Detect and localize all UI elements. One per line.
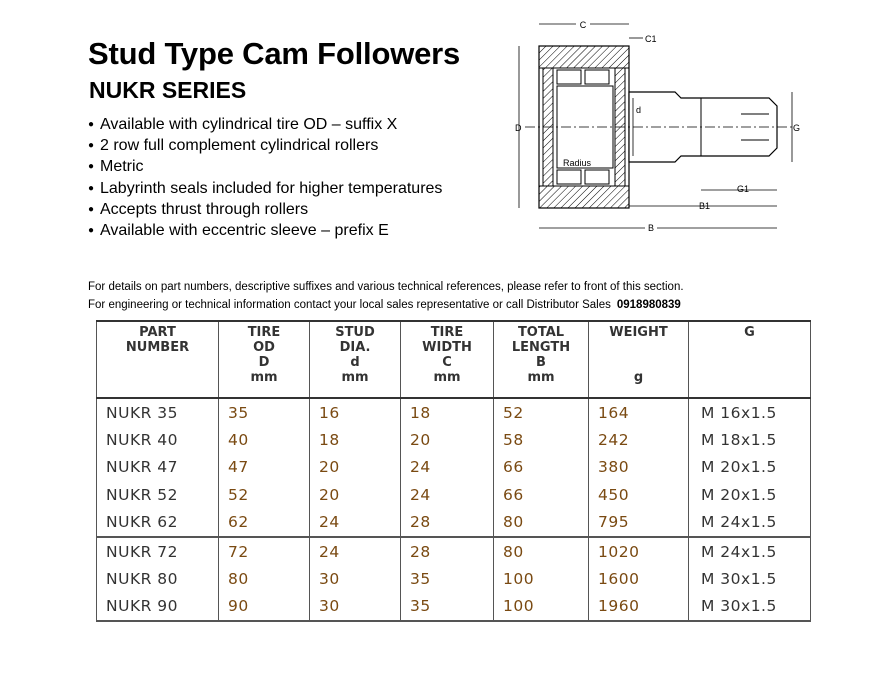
cell-g: M 24x1.5: [689, 509, 811, 537]
cell-stud-dia: 30: [310, 565, 401, 592]
table-row: [97, 426, 811, 453]
cell-tire-width: 24: [401, 481, 494, 508]
col-header-stud-dia: STUD DIA. d mm: [310, 321, 401, 398]
dim-b-label: B: [647, 223, 655, 233]
contact-note: [88, 299, 681, 311]
cell-tire-od: 52: [219, 481, 310, 508]
roller-shape: [585, 170, 609, 184]
cell-g: M 20x1.5: [689, 481, 811, 508]
radius-label: Radius: [563, 158, 592, 168]
cell-total-length: 66: [494, 454, 589, 481]
cell-weight: 1960: [589, 593, 689, 621]
feature-item: ● Available with eccentric sleeve – prefix E: [88, 220, 442, 241]
cell-g: M 30x1.5: [689, 565, 811, 592]
cam-follower-diagram: [505, 16, 805, 236]
col-header-tire-od: TIRE OD D mm: [219, 321, 310, 398]
cell-stud-dia: 20: [310, 481, 401, 508]
feature-item: ● Labyrinth seals included for higher temperatures: [88, 178, 442, 199]
outer-ring-top-hatch: [539, 46, 629, 68]
cell-tire-width: 28: [401, 537, 494, 565]
cell-total-length: 52: [494, 398, 589, 426]
cell-total-length: 80: [494, 537, 589, 565]
cell-weight: 242: [589, 426, 689, 453]
table-row: [97, 481, 811, 508]
cell-tire-width: 28: [401, 509, 494, 537]
cell-g: M 16x1.5: [689, 398, 811, 426]
cell-stud-dia: 24: [310, 509, 401, 537]
cell-weight: 795: [589, 509, 689, 537]
cell-part-number: NUKR 90: [97, 593, 219, 621]
col-header-total-length: TOTAL LENGTH B mm: [494, 321, 589, 398]
cell-part-number: NUKR 35: [97, 398, 219, 426]
table-row: [97, 537, 811, 565]
dim-d-inner-label: d: [636, 105, 642, 115]
cell-stud-dia: 18: [310, 426, 401, 453]
dim-g-label: G: [793, 123, 801, 133]
cell-stud-dia: 20: [310, 454, 401, 481]
cell-total-length: 100: [494, 565, 589, 592]
cell-tire-width: 18: [401, 398, 494, 426]
cell-tire-od: 72: [219, 537, 310, 565]
cell-tire-width: 20: [401, 426, 494, 453]
cell-g: M 30x1.5: [689, 593, 811, 621]
cell-g: M 24x1.5: [689, 537, 811, 565]
cell-stud-dia: 16: [310, 398, 401, 426]
outer-ring-bottom-hatch: [539, 186, 629, 208]
cell-part-number: NUKR 52: [97, 481, 219, 508]
cell-weight: 450: [589, 481, 689, 508]
cell-tire-od: 80: [219, 565, 310, 592]
cell-total-length: 66: [494, 481, 589, 508]
col-header-part-number: PART NUMBER: [97, 321, 219, 398]
roller-shape: [557, 170, 581, 184]
cell-tire-width: 24: [401, 454, 494, 481]
table-header-row: [97, 321, 811, 398]
table-row: [97, 509, 811, 537]
page-title: Stud Type Cam Followers: [88, 36, 461, 71]
table-row: [97, 565, 811, 592]
phone-number: 0918980839: [616, 299, 681, 311]
cell-part-number: NUKR 47: [97, 454, 219, 481]
dim-c1-label: C1: [645, 34, 657, 44]
cell-tire-od: 62: [219, 509, 310, 537]
cell-part-number: NUKR 40: [97, 426, 219, 453]
cell-part-number: NUKR 72: [97, 537, 219, 565]
feature-item: ● 2 row full complement cylindrical rollers: [88, 135, 442, 156]
cell-part-number: NUKR 62: [97, 509, 219, 537]
table-row: [97, 398, 811, 426]
specs-table: [96, 320, 811, 622]
cell-total-length: 100: [494, 593, 589, 621]
col-header-tire-width: TIRE WIDTH C mm: [401, 321, 494, 398]
contact-note-text: For engineering or technical information contact your local sales representative or call Distributor Sales: [88, 299, 611, 311]
feature-item: ● Available with cylindrical tire OD – suffix X: [88, 114, 442, 135]
table-row: [97, 593, 811, 621]
cell-g: M 18x1.5: [689, 426, 811, 453]
cell-stud-dia: 30: [310, 593, 401, 621]
dim-b1-label: B1: [699, 201, 711, 211]
cell-stud-dia: 24: [310, 537, 401, 565]
col-header-weight: WEIGHT g: [589, 321, 689, 398]
col-header-g: G: [689, 321, 811, 398]
cell-tire-od: 35: [219, 398, 310, 426]
cell-weight: 380: [589, 454, 689, 481]
cell-part-number: NUKR 80: [97, 565, 219, 592]
dim-d-outer-label: D: [515, 123, 522, 133]
series-subtitle: NUKR SERIES: [89, 77, 247, 103]
cell-weight: 164: [589, 398, 689, 426]
cell-tire-od: 90: [219, 593, 310, 621]
cell-tire-od: 40: [219, 426, 310, 453]
cell-total-length: 80: [494, 509, 589, 537]
feature-item: ● Metric: [88, 156, 442, 177]
roller-shape: [585, 70, 609, 84]
dim-g1-label: G1: [737, 184, 750, 194]
cell-g: M 20x1.5: [689, 454, 811, 481]
feature-list: [88, 114, 442, 241]
roller-shape: [557, 70, 581, 84]
cell-tire-od: 47: [219, 454, 310, 481]
cell-total-length: 58: [494, 426, 589, 453]
feature-item: ● Accepts thrust through rollers: [88, 199, 442, 220]
details-note: For details on part numbers, descriptive suffixes and various technical references, please refer to front of this section.: [88, 281, 684, 293]
cell-tire-width: 35: [401, 565, 494, 592]
cell-weight: 1600: [589, 565, 689, 592]
dim-c-label: C: [579, 20, 587, 30]
cell-tire-width: 35: [401, 593, 494, 621]
cell-weight: 1020: [589, 537, 689, 565]
table-row: [97, 454, 811, 481]
